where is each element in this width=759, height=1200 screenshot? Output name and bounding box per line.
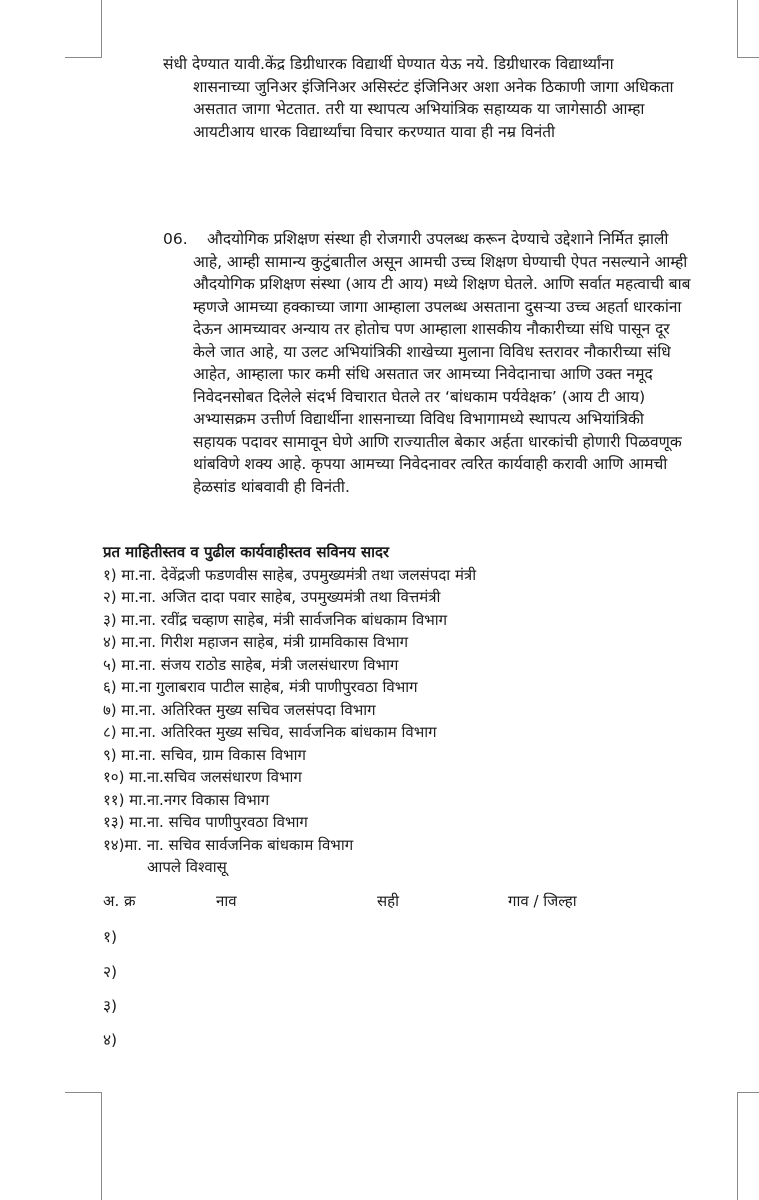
signature-row-number: ३) xyxy=(103,997,118,1015)
paragraph-line: आयटीआय धारक विद्यार्थ्यांचा विचार करण्यात यावा ही नम्र विनंती xyxy=(193,122,556,141)
signature-row-number: ४) xyxy=(103,1031,118,1049)
continued-paragraph xyxy=(163,53,723,143)
paragraph-line: असतात जागा भेटतात. तरी या स्थापत्य अभियांत्रिक सहाय्यक या जागेसाठी आम्हा xyxy=(193,100,645,118)
crop-mark-bottom-left-vertical xyxy=(101,1092,102,1200)
paragraph-line: देऊन आमच्यावर अन्याय तर होतोच पण आम्हाला शासकीय नौकारीच्या संधि पासून दूर xyxy=(193,320,670,338)
paragraph-06 xyxy=(163,228,728,498)
paragraph-line: सहायक पदावर सामावून घेणे आणि राज्यातील बेकार अर्हता धारकांची होणारी पिळवणूक xyxy=(193,432,682,451)
crop-mark-bottom-right-vertical xyxy=(737,1092,738,1200)
copy-recipient-item: १) मा.ना. देवेंद्रजी फडणवीस साहेब, उपमुख्यमंत्री तथा जलसंपदा मंत्री xyxy=(103,565,477,584)
column-header-signature: सही xyxy=(377,892,399,910)
paragraph-line: म्हणजे आमच्या हक्काच्या जागा आम्हाला उपलब्ध असताना दुसऱ्या उच्च अहर्ता धारकांना xyxy=(193,297,682,316)
signature-row-number: १) xyxy=(103,928,118,946)
crop-mark-bottom-left-horizontal xyxy=(65,1092,102,1093)
crop-mark-bottom-right-horizontal xyxy=(737,1092,759,1093)
copy-recipient-item: ९) मा.ना. सचिव, ग्राम विकास विभाग xyxy=(103,745,306,764)
crop-mark-top-right-horizontal xyxy=(737,57,759,58)
paragraph-line: थांबविणे शक्य आहे. कृपया आमच्या निवेदनावर त्वरित कार्यवाही करावी आणि आमची xyxy=(193,455,668,473)
paragraph-line: संधी देण्यात यावी.केंद्र डिग्रीधारक विद्यार्थी घेण्यात येऊ नये. डिग्रीधारक विद्यार्थ्यांना xyxy=(163,55,614,73)
paragraph-line: हेळसांड थांबवावी ही विनंती. xyxy=(193,477,350,496)
paragraph-line: अभ्यासक्रम उत्तीर्ण विद्यार्थीना शासनाच्या विविध विभागामध्ये स्थापत्य अभियांत्रिकी xyxy=(193,410,644,428)
copy-recipient-item: १४)मा. ना. सचिव सार्वजनिक बांधकाम विभाग xyxy=(103,835,354,854)
copy-recipient-item: १०) मा.ना.सचिव जलसंधारण विभाग xyxy=(103,768,302,786)
copy-recipient-item: ५) मा.ना. संजय राठोड साहेब, मंत्री जलसंधारण विभाग xyxy=(103,655,399,674)
paragraph-line: केले जात आहे, या उलट अभियांत्रिकी शाखेच्या मुलाना विविध स्तरावर नौकारीच्या संधि xyxy=(193,342,671,361)
paragraph-line: आहे, आम्ही सामान्य कुटुंबातील असून आमची उच्च शिक्षण घेण्याची ऐपत नसल्याने आम्ही xyxy=(193,252,688,271)
column-header-name: नाव xyxy=(216,892,237,910)
crop-mark-top-left-horizontal xyxy=(65,57,102,58)
paragraph-first-line xyxy=(163,228,728,251)
copy-recipient-item: २) मा.ना. अजित दादा पवार साहेब, उपमुख्यमंत्री तथा वित्तमंत्री xyxy=(103,588,441,606)
paragraph-line: शासनाच्या जुनिअर इंजिनिअर असिस्टंट इंजिनिअर अशा अनेक ठिकाणी जागा अधिकता xyxy=(193,77,674,96)
paragraph-line: आहेत, आम्हाला फार कमी संधि असतात जर आमच्या निवेदानाचा आणि उक्त नमूद xyxy=(193,365,653,383)
crop-mark-top-right-vertical xyxy=(737,0,738,58)
paragraph-line: औदयोगिक प्रशिक्षण संस्था ही रोजगारी उपलब्ध करून देण्याचे उद्देशाने निर्मित झाली xyxy=(207,230,669,248)
copy-recipient-item: १३) मा.ना. सचिव पाणीपुरवठा विभाग xyxy=(103,813,308,831)
closing-salutation: आपले विश्वासू xyxy=(147,858,227,876)
copy-recipient-item: ३) मा.ना. रवींद्र चव्हाण साहेब, मंत्री सार्वजनिक बांधकाम विभाग xyxy=(103,610,448,629)
column-header-serial: अ. क्र xyxy=(103,892,136,910)
copy-recipient-item: ८) मा.ना. अतिरिक्त मुख्य सचिव, सार्वजनिक बांधकाम विभाग xyxy=(103,723,437,741)
paragraph-line: औदयोगिक प्रशिक्षण संस्था (आय टी आय) मध्ये शिक्षण घेतले. आणि सर्वात महत्वाची बाब xyxy=(193,275,691,293)
copies-list xyxy=(103,541,703,879)
copy-recipient-item: ११) मा.ना.नगर विकास विभाग xyxy=(103,790,270,809)
signature-row-number: २) xyxy=(103,963,118,981)
crop-mark-top-left-vertical xyxy=(101,0,102,58)
copy-recipient-item: ७) मा.ना. अतिरिक्त मुख्य सचिव जलसंपदा विभाग xyxy=(103,700,376,719)
copy-recipient-item: ६) मा.ना गुलाबराव पाटील साहेब, मंत्री पाणीपुरवठा विभाग xyxy=(103,678,418,696)
paragraph-number: 06. xyxy=(163,230,188,248)
copies-heading: प्रत माहितीस्तव व पुढील कार्यवाहीस्तव सविनय सादर xyxy=(103,543,390,561)
column-header-village-district: गाव / जिल्हा xyxy=(508,892,577,910)
paragraph-line: निवेदनसोबत दिलेले संदर्भ विचारात घेतले तर ‘बांधकाम पर्यवेक्षक’ (आय टी आय) xyxy=(193,387,646,406)
copy-recipient-item: ४) मा.ना. गिरीश महाजन साहेब, मंत्री ग्रामविकास विभाग xyxy=(103,633,409,651)
